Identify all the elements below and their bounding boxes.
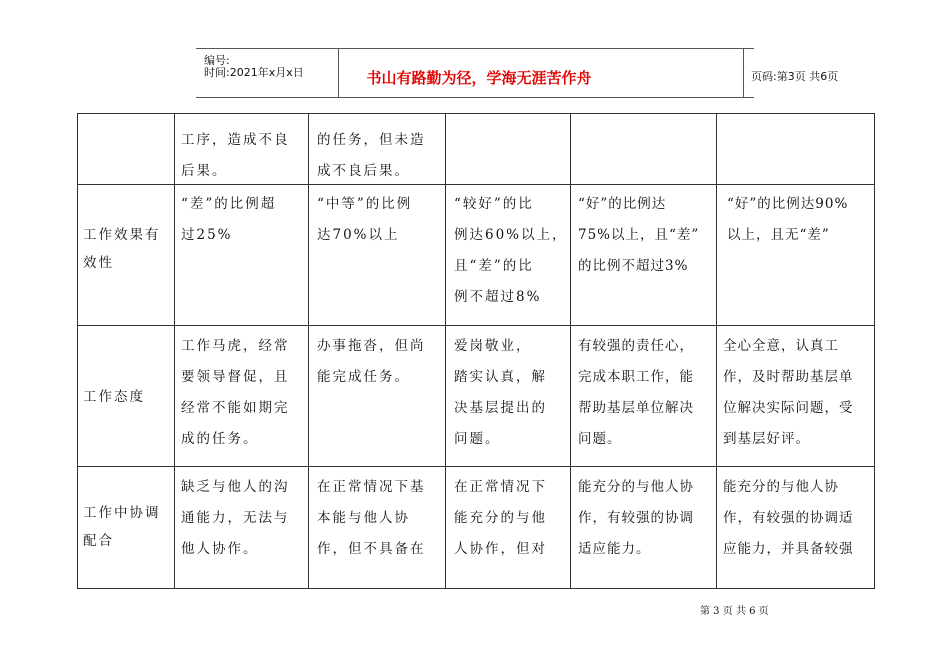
row-category: 工作态度 xyxy=(83,389,145,405)
table-cell: 能充分的与他人协 作，有较强的协调 适应能力。 xyxy=(578,479,694,557)
row-divider xyxy=(77,325,875,326)
row-divider xyxy=(77,466,875,467)
table-cell: “差”的比例超 过25% xyxy=(181,196,277,243)
table-cell: “中等”的比例 达70%以上 xyxy=(317,196,413,243)
page-footer: 第 3 页 共 6 页 xyxy=(700,606,769,617)
table-cell: 在正常情况下 能充分的与他 人协作，但对 xyxy=(454,479,547,557)
number-label: 编号: xyxy=(204,54,230,67)
header-divider xyxy=(743,49,744,97)
page-header xyxy=(196,48,839,98)
table-cell: 有较强的责任心， 完成本职工作，能 帮助基层单位解决 问题。 xyxy=(578,338,694,447)
table-cell: 办事拖沓，但尚 能完成任务。 xyxy=(317,338,426,385)
table-cell: 爱岗敬业， 踏实认真，解 决基层提出的 问题。 xyxy=(454,338,547,447)
table-cell: 能充分的与他人协 作，有较强的协调适 应能力，并具备较强 xyxy=(723,479,854,557)
time-label: 时间:2021年x月x日 xyxy=(204,66,304,79)
table-cell: 工作马虎，经常 要领导督促，且 经常不能如期完 成的任务。 xyxy=(181,338,290,447)
evaluation-table xyxy=(77,113,875,589)
table-cell: 全心全意，认真工 作，及时帮助基层单 位解决实际问题，受 到基层好评。 xyxy=(723,338,854,447)
header-meta xyxy=(196,49,339,97)
header-page-info: 页码:第3页 共6页 xyxy=(751,70,839,83)
table-border-top xyxy=(77,113,875,114)
table-cell: “好”的比例达 75%以上，且“差” 的比例不超过3% xyxy=(578,196,700,274)
slogan: 书山有路勤为径，学海无涯苦作舟 xyxy=(366,69,592,87)
row-category: 工作效果有 效性 xyxy=(83,227,161,271)
header-slogan-cell xyxy=(339,49,839,97)
table-cell: 的任务，但未造 成不良后果。 xyxy=(317,132,426,179)
table-cell: 缺乏与他人的沟 通能力，无法与 他人协作。 xyxy=(181,479,290,557)
table-cell: “较好”的比 例达60%以上， 且“差”的比 例不超过8% xyxy=(454,196,568,305)
table-cell: “好”的比例达90% 以上，且无“差” xyxy=(727,196,849,243)
table-cell: 在正常情况下基 本能与他人协 作，但不具备在 xyxy=(317,479,426,557)
row-category: 工作中协调 配合 xyxy=(83,505,161,549)
table-cell: 工序，造成不良 后果。 xyxy=(181,132,290,179)
table-border-bottom xyxy=(77,588,875,589)
